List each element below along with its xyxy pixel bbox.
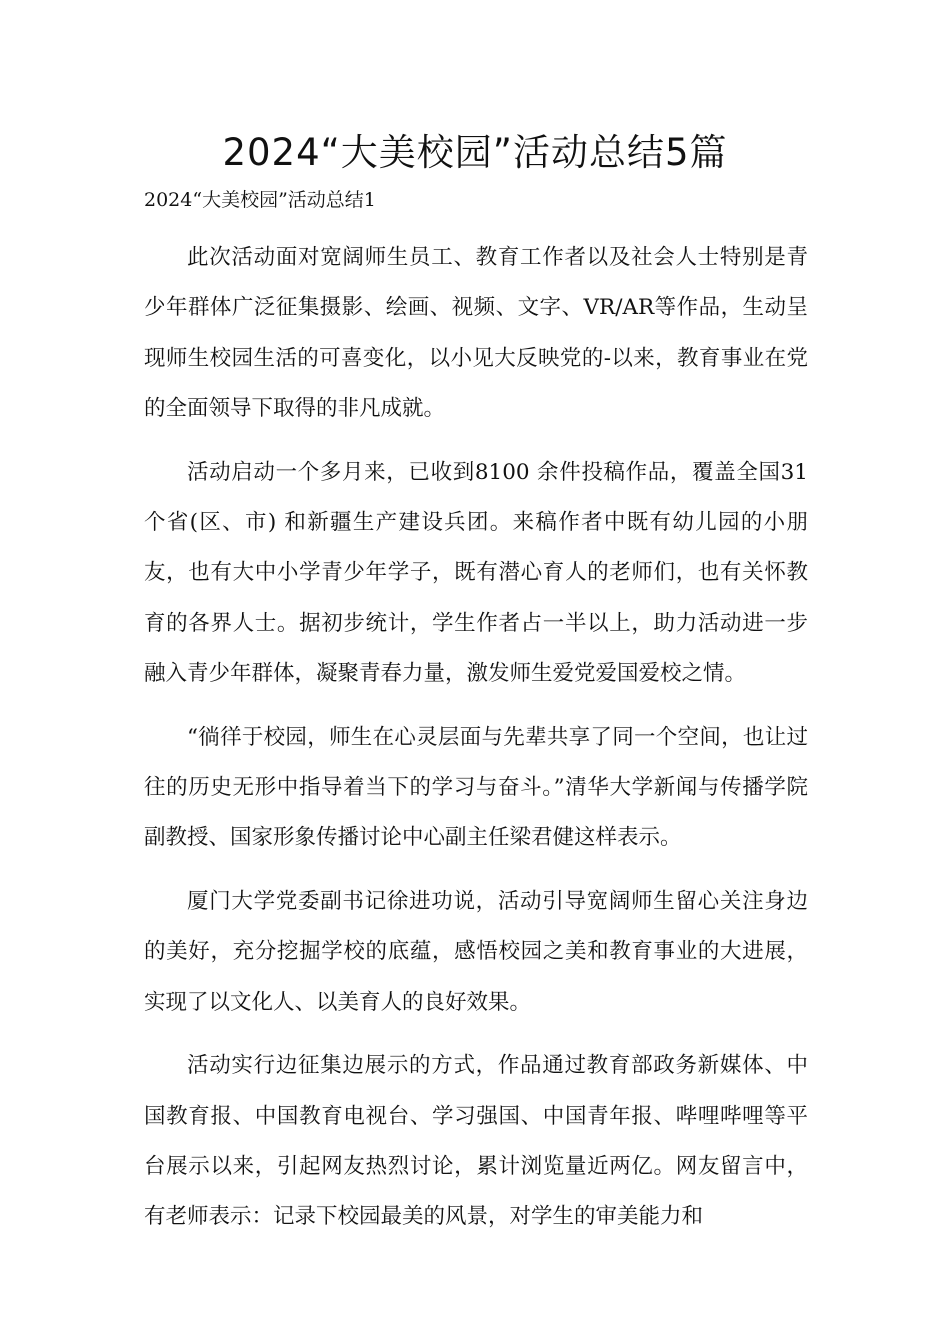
paragraph: 此次活动面对宽阔师生员工、教育工作者以及社会人士特别是青少年群体广泛征集摄影、绘画、视频、文字、VR/AR等作品，生动呈现师生校园生活的可喜变化，以小见大反映党的-以来，教育事业在党的全面领导下取得的非凡成就。 (144, 245, 808, 422)
section-heading: 2024“大美校园”活动总结1 (144, 189, 376, 211)
paragraph: 活动启动一个多月来，已收到8100 余件投稿作品，覆盖全国31 个省(区、市) 和新疆生产建设兵团。来稿作者中既有幼儿园的小朋友，也有大中小学青少年学子，既有潜心育人的老师们，也有关怀教育的各界人士。据初步统计，学生作者占一半以上，助力活动进一步融入青少年群体，凝聚青春力量，激发师生爱党爱国爱校之情。 (144, 459, 808, 687)
paragraph: “徜徉于校园，师生在心灵层面与先辈共享了同一个空间，也让过往的历史无形中指导着当下的学习与奋斗。”清华大学新闻与传播学院副教授、国家形象传播讨论中心副主任梁君健这样表示。 (144, 724, 808, 851)
paragraph: 厦门大学党委副书记徐进功说，活动引导宽阔师生留心关注身边的美好，充分挖掘学校的底蕴，感悟校园之美和教育事业的大进展，实现了以文化人、以美育人的良好效果。 (144, 888, 808, 1015)
document-body (144, 233, 808, 1256)
paragraph: 活动实行边征集边展示的方式，作品通过教育部政务新媒体、中国教育报、中国教育电视台、学习强国、中国青年报、哔哩哔哩等平台展示以来，引起网友热烈讨论，累计浏览量近两亿。网友留言中，有老师表示：记录下校园最美的风景，对学生的审美能力和 (144, 1053, 808, 1230)
document-title: 2024“大美校园”活动总结5篇 (222, 131, 728, 174)
